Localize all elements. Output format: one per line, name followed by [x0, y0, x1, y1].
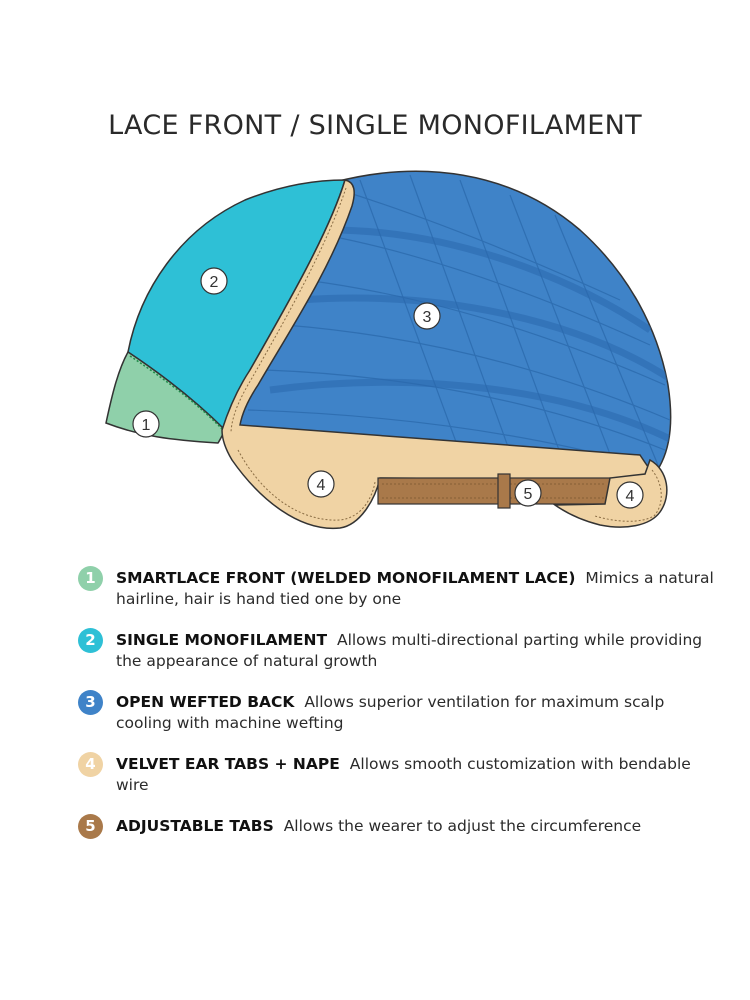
label-2	[201, 268, 227, 294]
legend-item-wefted-back	[78, 690, 718, 752]
svg-text:2: 2	[209, 274, 219, 291]
legend-title: SMARTLACE FRONT (WELDED MONOFILAMENT LACE)	[116, 569, 576, 587]
label-5	[515, 480, 541, 506]
number-badge: 2	[78, 628, 103, 653]
number-badge: 4	[78, 752, 103, 777]
svg-text:1: 1	[141, 417, 151, 434]
legend-title: ADJUSTABLE TABS	[116, 817, 274, 835]
label-3	[414, 303, 440, 329]
legend	[78, 566, 718, 876]
svg-text:3: 3	[422, 309, 432, 326]
legend-item-ear-tabs	[78, 752, 718, 814]
legend-title: VELVET EAR TABS + NAPE	[116, 755, 340, 773]
legend-title: OPEN WEFTED BACK	[116, 693, 295, 711]
legend-item-smartlace	[78, 566, 718, 628]
svg-text:4: 4	[316, 477, 326, 494]
legend-description: Mimics a natural hairline, hair is hand tied one by one	[116, 569, 714, 608]
legend-description: Allows multi-directional parting while providing the appearance of natural growth	[116, 631, 703, 670]
legend-item-adjustable-tabs	[78, 814, 718, 876]
legend-description: Allows superior ventilation for maximum scalp cooling with machine wefting	[116, 693, 665, 732]
number-badge: 1	[78, 566, 103, 591]
legend-description: Allows smooth customization with bendable wire	[116, 755, 691, 794]
number-badge: 5	[78, 814, 103, 839]
legend-title: SINGLE MONOFILAMENT	[116, 631, 328, 649]
svg-text:4: 4	[625, 488, 635, 505]
page-title: LACE FRONT / SINGLE MONOFILAMENT	[108, 110, 642, 141]
label-4-front	[308, 471, 334, 497]
zone-adjustable-tab	[378, 478, 610, 504]
legend-item-single-mono	[78, 628, 718, 690]
svg-text:5: 5	[523, 486, 533, 503]
label-1	[133, 411, 159, 437]
label-4-back	[617, 482, 643, 508]
wig-cap-diagram	[0, 160, 750, 560]
number-badge: 3	[78, 690, 103, 715]
legend-description: Allows the wearer to adjust the circumference	[283, 817, 642, 835]
